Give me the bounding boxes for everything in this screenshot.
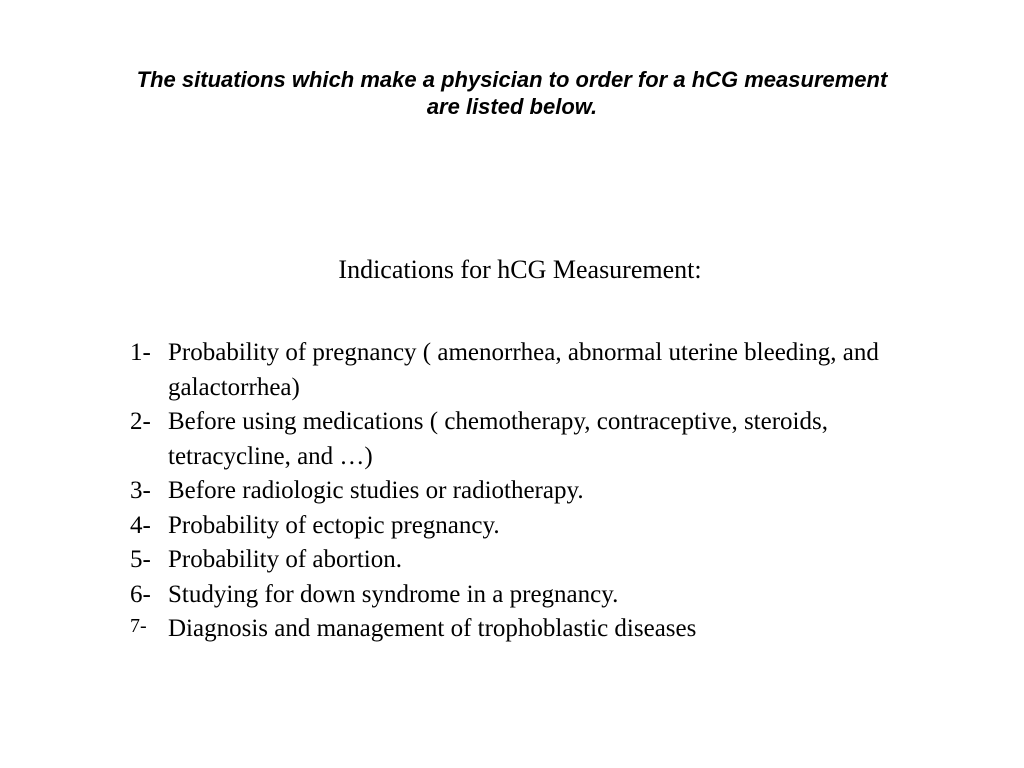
list-item [130,578,920,613]
list-item-text: Before using medications ( chemotherapy, contraceptive, steroids, tetracycline, and …) [168,408,828,470]
list-item [130,336,920,405]
slide-title [40,66,984,120]
slide-title-line-1: The situations which make a physician to order for a hCG measurement [136,67,888,92]
list-item-number: 7- [130,615,147,637]
list-item-text: Probability of abortion. [168,546,402,573]
list-item-number: 2- [130,408,151,435]
list-item-text: Before radiologic studies or radiotherapy. [168,477,584,504]
list-item [130,543,920,578]
list-item [130,612,920,647]
list-item-number: 1- [130,339,151,366]
list-item-text: Studying for down syndrome in a pregnancy. [168,580,619,608]
list-item [130,405,920,474]
indications-list [130,336,920,647]
slide-title-line-2: are listed below. [426,94,598,119]
list-item-text: Probability of ectopic pregnancy. [168,511,500,539]
list-item [130,509,920,544]
list-item-number: 6- [130,580,151,608]
list-item-number: 5- [130,546,151,573]
list-item-text: Probability of pregnancy ( amenorrhea, abnormal uterine bleeding, and galactorrhea) [168,339,879,401]
indications-figure [120,250,920,660]
list-item [130,474,920,509]
figure-heading: Indications for hCG Measurement: [338,255,702,284]
list-item-text: Diagnosis and management of trophoblastic diseases [168,615,697,642]
list-item-number: 3- [130,477,151,504]
list-item-number: 4- [130,511,151,539]
